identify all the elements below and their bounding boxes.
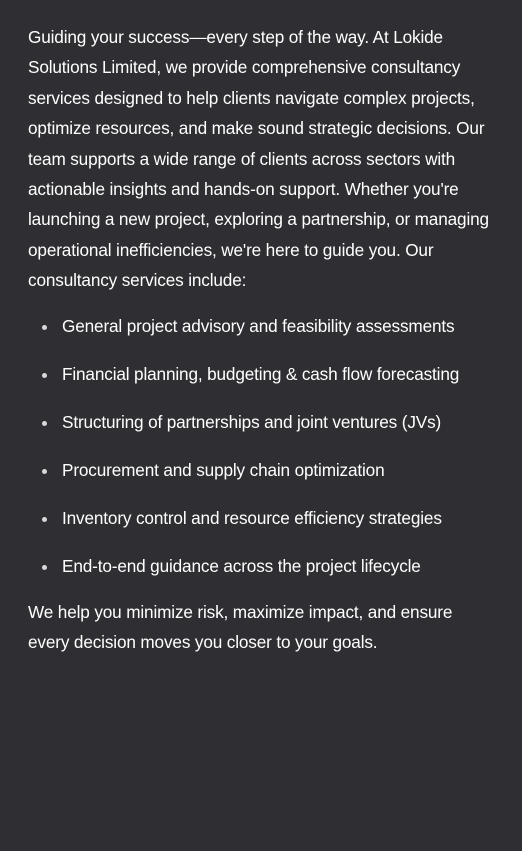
service-text: Structuring of partnerships and joint ventures (JVs) bbox=[62, 411, 442, 432]
services-list bbox=[28, 311, 494, 582]
service-text: General project advisory and feasibility assessments bbox=[62, 315, 455, 336]
closing-paragraph: We help you minimize risk, maximize impact, and ensure every decision moves you closer to your goals. bbox=[28, 601, 453, 653]
services-list-item bbox=[28, 311, 494, 342]
service-text: Inventory control and resource efficiency strategies bbox=[62, 507, 442, 528]
services-list-item bbox=[28, 455, 494, 486]
services-list-item bbox=[28, 551, 494, 582]
intro-paragraph: Guiding your success—every step of the way. At Lokide Solutions Limited, we provide comprehensive consultancy services designed to help clients navigate complex projects, optimize resources, and make sound strategic decisions. Our team supports a wide range of clients across sectors with actionable insights and hands-on support. Whether you're launching a new project, exploring a partnership, or managing operational inefficiencies, we're here to guide you. Our consultancy services include: bbox=[28, 27, 489, 291]
service-text: End-to-end guidance across the project lifecycle bbox=[62, 555, 421, 576]
services-list-item bbox=[28, 407, 494, 438]
service-text: Procurement and supply chain optimization bbox=[62, 459, 385, 480]
bullet-icon bbox=[42, 325, 47, 330]
bullet-icon bbox=[42, 565, 47, 570]
services-list-item bbox=[28, 359, 494, 390]
services-list-item bbox=[28, 503, 494, 534]
service-text: Financial planning, budgeting & cash flow forecasting bbox=[62, 363, 460, 384]
bullet-icon bbox=[42, 373, 47, 378]
bullet-icon bbox=[42, 421, 47, 426]
bullet-icon bbox=[42, 469, 47, 474]
bullet-icon bbox=[42, 517, 47, 522]
